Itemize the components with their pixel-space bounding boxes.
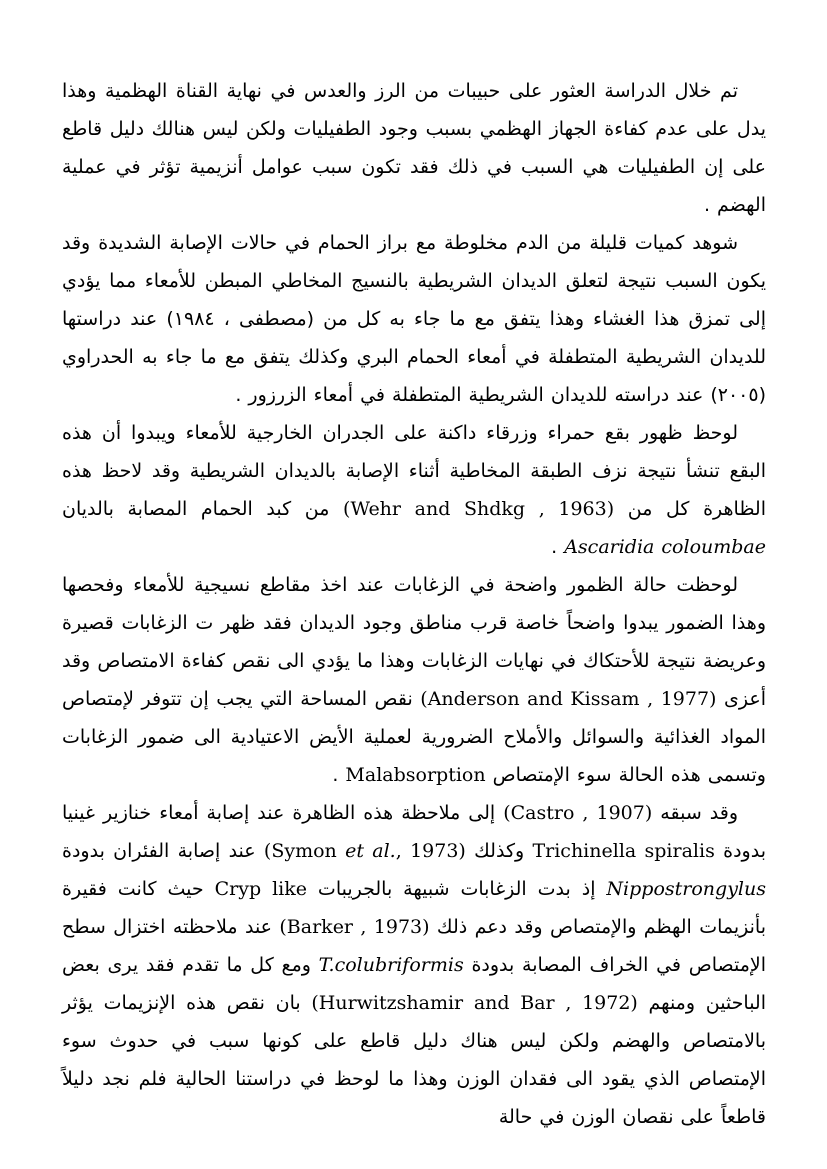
arabic-text: عند إصابة الفئران بدودة bbox=[62, 840, 264, 862]
scientific-name: Ascaridia coloumbae bbox=[564, 536, 766, 558]
latin-text: (Barker , 1973) bbox=[279, 916, 430, 938]
latin-run-group bbox=[319, 954, 464, 976]
latin-run-group bbox=[215, 878, 307, 900]
paragraph-4 bbox=[62, 566, 766, 794]
arabic-text: . bbox=[551, 536, 565, 558]
arabic-text: تم خلال الدراسة العثور على حبيبات من الرز والعدس في نهاية القناة الهظمية وهذا يدل على عدم كفاءة الجهاز الهظمي بسبب وجود الطفيليات ولكن ليس هنالك دليل قاطع على إن الطفيليات هي السبب في ذلك فقد تكون سبب عوامل أنزيمية تؤثر في عملية الهضم . bbox=[62, 80, 766, 216]
latin-text: , 1973) bbox=[395, 840, 466, 862]
arabic-text: حيث كانت فقيرة بأنزيمات الهظم والإمتصاص وقد دعم ذلك bbox=[62, 878, 767, 938]
arabic-text: نقص المساحة التي يجب إن تتوفر لإمتصاص المواد الغذائية والسوائل والأملاح الضرورية لعملية الأيض الاعتيادية الى ضمور الزغابات وتسمى هذه الحالة سوء الإمتصاص bbox=[62, 688, 766, 786]
document-body bbox=[62, 72, 766, 1136]
latin-text: Malabsorption bbox=[345, 764, 486, 786]
arabic-text: ومع كل ما تقدم فقد يرى بعض الباحثين ومنهم bbox=[62, 954, 766, 1014]
latin-run-group bbox=[345, 764, 485, 786]
latin-run-group bbox=[532, 840, 714, 862]
arabic-text: عند ملاحظته اختزال سطح الإمتصاص في الخراف المصابة بدودة bbox=[62, 916, 766, 976]
scientific-name: Nippostrongylus bbox=[606, 878, 766, 900]
paragraph-1 bbox=[62, 72, 766, 224]
latin-run-group bbox=[503, 802, 652, 824]
latin-run-group bbox=[606, 878, 766, 900]
arabic-text: من كبد الحمام المصابة بالديان bbox=[62, 498, 344, 520]
scientific-name: et al. bbox=[345, 840, 396, 862]
arabic-text: وقد سبقه bbox=[652, 802, 738, 824]
latin-run-group bbox=[420, 688, 716, 710]
arabic-text: إلى ملاحظة هذه الظاهرة عند إصابة أمعاء خنازير غينيا بدودة bbox=[62, 802, 766, 862]
latin-text: (Anderson and Kissam , 1977) bbox=[420, 688, 717, 710]
latin-text: (Symon bbox=[263, 840, 346, 862]
latin-text: Cryp like bbox=[214, 878, 307, 900]
latin-text: Trichinella spiralis bbox=[532, 840, 715, 862]
paragraph-5 bbox=[62, 794, 766, 1136]
paragraph-3 bbox=[62, 414, 766, 566]
arabic-text: شوهد كميات قليلة من الدم مخلوطة مع براز الحمام في حالات الإصابة الشديدة وقد يكون السبب نتيجة لتعلق الديدان الشريطية بالنسيج المخاطي المبطن للأمعاء مما يؤدي إلى تمزق هذا الغشاء وهذا يتفق مع ما جاء به كل من (مصطفى ، ١٩٨٤) عند دراستها للديدان الشريطية المتطفلة في أمعاء الحمام البري وكذلك يتفق مع ما جاء به الحدراوي (٢٠٠٥) عند دراسته للديدان الشريطية المتطفلة في أمعاء الزرزور . bbox=[62, 232, 766, 406]
latin-run-group bbox=[311, 992, 637, 1014]
scientific-name: T.colubriformis bbox=[318, 954, 464, 976]
latin-text: (Hurwitzshamir and Bar , 1972) bbox=[311, 992, 638, 1014]
latin-text: (Castro , 1907) bbox=[503, 802, 653, 824]
paragraph-2 bbox=[62, 224, 766, 414]
arabic-text: لوحظ ظهور بقع حمراء وزرقاء داكنة على الجدران الخارجية للأمعاء ويبدوا أن هذه البقع تنشأ نتيجة نزف الطبقة المخاطية أثناء الإصابة بالديدان الشريطية وقد لاحظ هذه الظاهرة كل من bbox=[62, 422, 766, 520]
latin-run-group bbox=[343, 498, 614, 520]
latin-run-group bbox=[564, 536, 766, 558]
arabic-text: إذ بدت الزغابات شبيهة بالجريبات bbox=[306, 878, 607, 900]
arabic-text: . bbox=[332, 764, 346, 786]
arabic-text: لوحظت حالة الظمور واضحة في الزغابات عند اخذ مقاطع نسيجية للأمعاء وفحصها وهذا الضمور يبدوا واضحاً خاصة قرب مناطق وجود الديدان فقد ظهر ت الزغابات قصيرة وعريضة نتيجة للأحتكاك في نهايات الزغابات وهذا ما يؤدي الى نقص كفاءة الامتصاص وقد أعزى bbox=[62, 574, 767, 710]
arabic-text: بان نقص هذه الإنزيمات يؤثر بالامتصاص والهضم ولكن ليس هناك دليل قاطع على كونها سبب في حدوث سوء الإمتصاص الذي يقود الى فقدان الوزن وهذا ما لوحظ في دراستنا الحالية فلم نجد دليلاً قاطعاً على نقصان الوزن في حالة bbox=[62, 992, 766, 1128]
latin-run-group bbox=[264, 840, 466, 862]
arabic-text: وكذلك bbox=[465, 840, 533, 862]
latin-text: (Wehr and Shdkg , 1963) bbox=[343, 498, 615, 520]
latin-run-group bbox=[279, 916, 429, 938]
